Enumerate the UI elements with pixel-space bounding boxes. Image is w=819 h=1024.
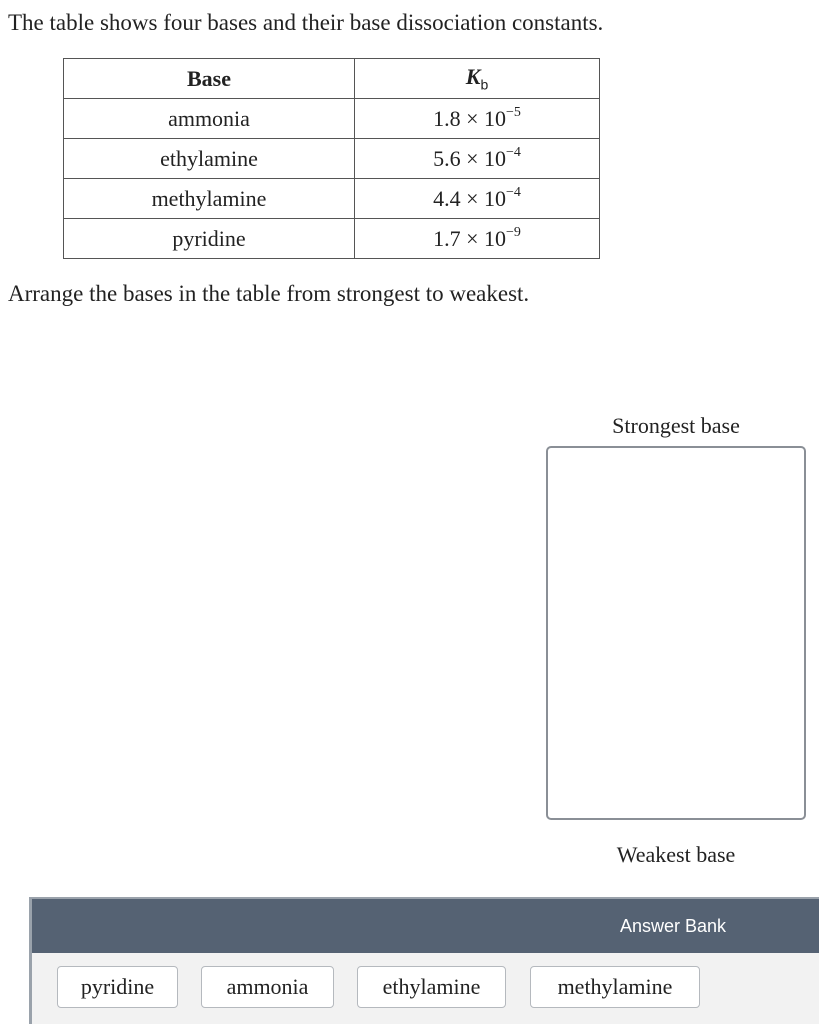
- table-row: [64, 179, 600, 219]
- kb-exponent: −5: [506, 104, 521, 120]
- answer-chip-ammonia[interactable]: ammonia: [201, 966, 334, 1008]
- kb-cell: [355, 139, 600, 179]
- kb-exponent: −4: [506, 144, 521, 160]
- base-cell: pyridine: [64, 219, 355, 259]
- kb-table: [63, 58, 600, 259]
- base-column-header: Base: [64, 59, 355, 99]
- kb-mantissa: 5.6 × 10: [433, 145, 506, 171]
- answer-bank: [29, 897, 819, 1024]
- kb-symbol: K: [465, 64, 481, 90]
- answer-chip-methylamine[interactable]: methylamine: [530, 966, 700, 1008]
- answer-chip-pyridine[interactable]: pyridine: [57, 966, 178, 1008]
- table-row: [64, 219, 600, 259]
- question-prompt: Arrange the bases in the table from strongest to weakest.: [8, 281, 530, 306]
- strongest-base-label: Strongest base: [612, 413, 740, 438]
- kb-mantissa: 1.7 × 10: [433, 225, 506, 251]
- kb-subscript: b: [480, 76, 489, 93]
- answer-bank-header: [32, 899, 819, 953]
- base-cell: methylamine: [64, 179, 355, 219]
- answer-bank-title: Answer Bank: [620, 916, 727, 936]
- question-intro: The table shows four bases and their base dissociation constants.: [8, 10, 604, 35]
- kb-mantissa: 1.8 × 10: [433, 105, 506, 131]
- base-cell: ethylamine: [64, 139, 355, 179]
- table-row: [64, 99, 600, 139]
- table-header-row: [64, 59, 600, 99]
- kb-exponent: −9: [506, 224, 521, 240]
- kb-cell: [355, 99, 600, 139]
- kb-cell: [355, 179, 600, 219]
- kb-column-header: [355, 59, 600, 99]
- ranking-drop-zone[interactable]: [546, 446, 806, 820]
- kb-mantissa: 4.4 × 10: [433, 185, 506, 211]
- base-cell: ammonia: [64, 99, 355, 139]
- table-row: [64, 139, 600, 179]
- weakest-base-label: Weakest base: [616, 842, 736, 867]
- answer-bank-items: [32, 953, 819, 1024]
- kb-exponent: −4: [506, 184, 521, 200]
- answer-chip-ethylamine[interactable]: ethylamine: [357, 966, 506, 1008]
- kb-cell: [355, 219, 600, 259]
